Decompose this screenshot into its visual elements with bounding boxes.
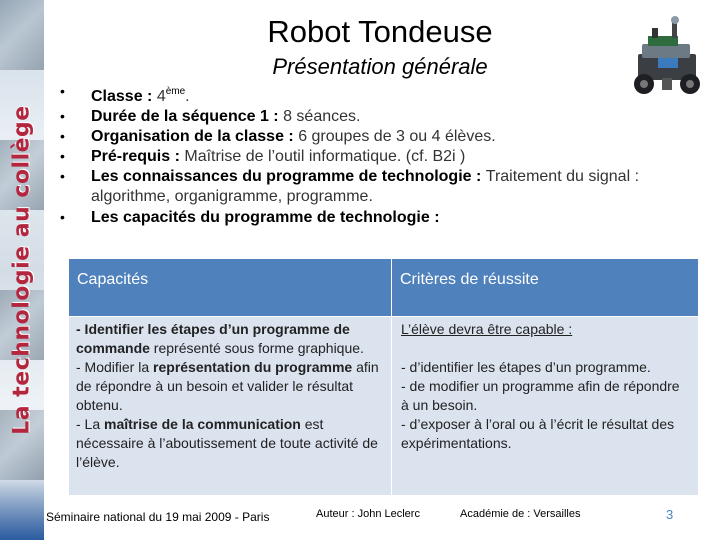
bullet-value: 8 séances. bbox=[283, 108, 361, 125]
footer-seminar: Séminaire national du 19 mai 2009 - Paris bbox=[46, 510, 270, 524]
table-header-row bbox=[69, 259, 699, 317]
bullet-dot: • bbox=[60, 148, 65, 164]
page-subtitle: Présentation générale bbox=[272, 54, 488, 79]
bullet-value: Traitement du signal : algorithme, organigramme, programme. bbox=[91, 168, 640, 205]
list-item bbox=[60, 147, 700, 167]
sidebar-photo-1 bbox=[0, 0, 44, 70]
footer-academy: Académie de : Versailles bbox=[460, 508, 581, 520]
bullet-dot: • bbox=[60, 128, 65, 144]
page-number: 3 bbox=[666, 507, 674, 522]
sidebar-blue-fade bbox=[0, 480, 44, 540]
sidebar-title: La technologie au collège bbox=[9, 105, 35, 435]
bullet-dot: • bbox=[60, 108, 65, 124]
bullet-label: Les connaissances du programme de technologie : bbox=[91, 168, 486, 185]
bullet-label: Organisation de la classe : bbox=[91, 128, 299, 145]
capacite-3-text: est nécessaire à l’aboutissement de toute activité de l’élève. bbox=[76, 416, 378, 470]
capacite-2-start: - Modifier la bbox=[76, 359, 154, 375]
cell-capacites bbox=[69, 317, 392, 496]
list-item bbox=[60, 208, 700, 228]
capacite-2-bold: représentation du programme bbox=[153, 359, 353, 375]
table-row bbox=[69, 317, 699, 496]
bullet-label: Classe : bbox=[91, 88, 157, 105]
critere-line: - d’identifier les étapes d’un programme. bbox=[401, 359, 651, 375]
bullet-value-tail: . bbox=[185, 88, 190, 105]
bullet-dot: • bbox=[60, 83, 65, 99]
cell-criteres bbox=[392, 317, 699, 496]
info-bullet-list bbox=[60, 82, 700, 228]
bullet-value: 4 bbox=[156, 88, 166, 105]
list-item bbox=[60, 107, 700, 127]
bullet-label: Les capacités du programme de technologie : bbox=[91, 209, 440, 226]
bullet-value: Maîtrise de l’outil informatique. (cf. B2i ) bbox=[184, 148, 466, 165]
capacites-table bbox=[68, 258, 699, 496]
footer-author: Auteur : John Leclerc bbox=[316, 508, 420, 520]
bullet-superscript: ème bbox=[165, 86, 186, 97]
sidebar-banner bbox=[0, 0, 44, 540]
capacite-3-start: - La bbox=[76, 416, 105, 432]
bullet-dot: • bbox=[60, 209, 65, 225]
bullet-label: Durée de la séquence 1 : bbox=[91, 108, 284, 125]
header-criteres: Critères de réussite bbox=[392, 259, 699, 317]
criteres-intro: L’élève devra être capable : bbox=[401, 321, 573, 337]
capacite-3-bold: maîtrise de la communication bbox=[104, 416, 301, 432]
capacite-2-text: afin de répondre à un besoin et valider le résultat obtenu. bbox=[76, 359, 379, 413]
bullet-label: Pré-requis : bbox=[91, 148, 185, 165]
capacite-1-text: représenté sous forme graphique. bbox=[149, 340, 364, 356]
list-item bbox=[60, 167, 700, 206]
bullet-value: 6 groupes de 3 ou 4 élèves. bbox=[298, 128, 496, 145]
list-item bbox=[60, 127, 700, 147]
list-item bbox=[60, 82, 700, 107]
capacite-1-bold: - Identifier les étapes d’un programme de commande bbox=[76, 321, 350, 356]
bullet-dot: • bbox=[60, 168, 65, 184]
header-capacites: Capacités bbox=[69, 259, 392, 317]
page-title: Robot Tondeuse bbox=[267, 14, 493, 49]
critere-line: - de modifier un programme afin de répondre à un besoin. bbox=[401, 378, 680, 413]
critere-line: - d’exposer à l’oral ou à l’écrit le résultat des expérimentations. bbox=[401, 416, 675, 451]
